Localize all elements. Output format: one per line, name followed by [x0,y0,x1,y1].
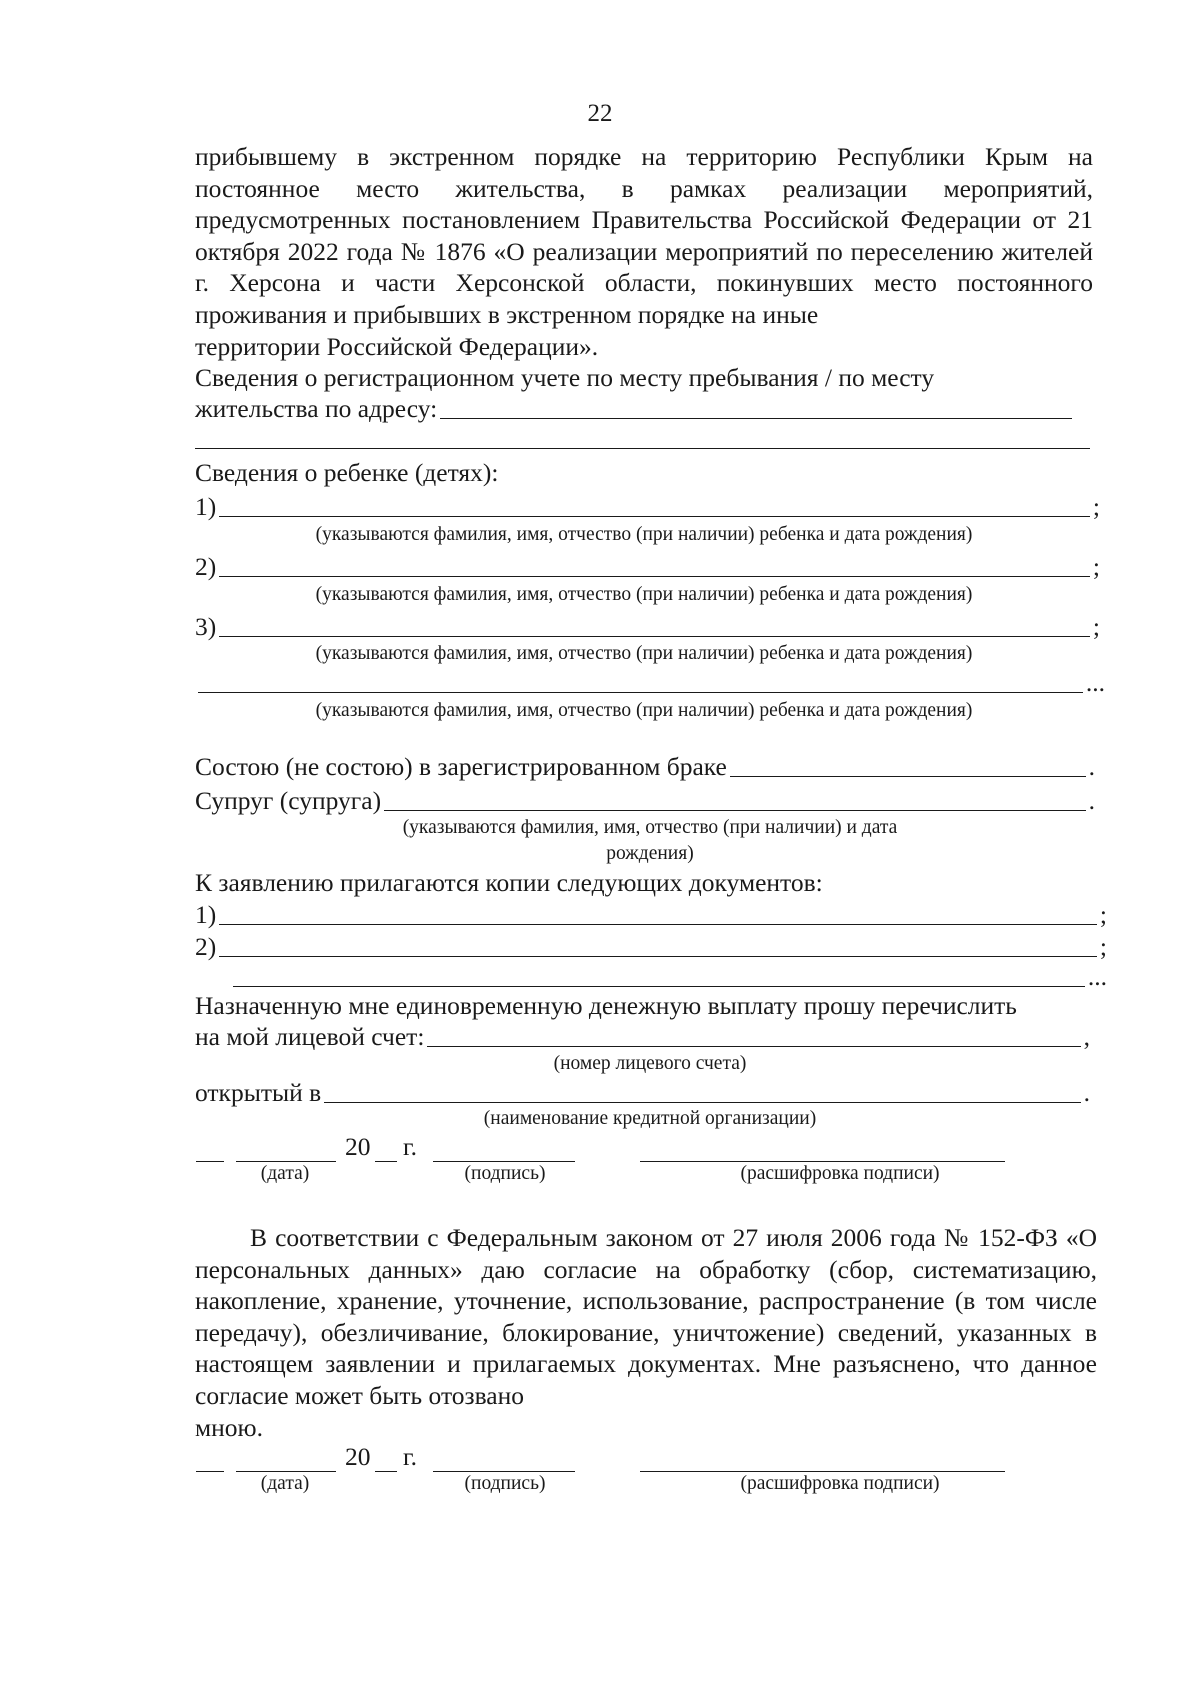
consent-paragraph [195,1222,1097,1443]
payment-text: Назначенную мне единовременную денежную выплату прошу перечислить [195,991,1017,1020]
child-end: ; [1092,612,1100,641]
child-end: ; [1092,552,1100,581]
date-g-label: г. [403,1132,417,1161]
child-field-1[interactable] [219,515,1090,517]
child-end: ; [1092,492,1100,521]
child-caption-3: (указываются фамилия, имя, отчество (при наличии) ребенка и дата рождения) [315,643,973,664]
date-month-field-2[interactable] [236,1471,336,1472]
bank-caption: (наименование кредитной организации) [483,1108,817,1129]
date-year-field[interactable] [375,1161,397,1162]
child-caption-2: (указываются фамилия, имя, отчество (при наличии) ребенка и дата рождения) [315,584,973,605]
intro-text-last: территории Российской Федерации». [195,331,599,361]
page-number: 22 [587,100,613,127]
marriage-row [195,752,1095,782]
address-field[interactable] [440,417,1072,419]
bank-field[interactable] [324,1101,1080,1103]
address-field-continuation[interactable] [195,448,1090,449]
document-field-more[interactable] [233,985,1085,987]
document-row-2 [195,932,1107,962]
account-end: , [1083,1022,1090,1051]
document-field-1[interactable] [219,923,1097,925]
child-field-more[interactable] [198,691,1083,693]
intro-paragraph [195,141,1093,362]
documents-heading: К заявлению прилагаются копии следующих документов: [195,868,823,897]
address-label: жительства по адресу: [195,394,438,423]
document-row-more [230,962,1107,992]
child-number: 1) [195,492,217,521]
account-label: на мой лицевой счет: [195,1022,425,1051]
spouse-end: . [1088,786,1095,815]
account-field[interactable] [427,1045,1080,1047]
child-row-1 [195,492,1100,522]
date-day-field-2[interactable] [196,1471,224,1472]
spouse-field[interactable] [384,809,1086,811]
registration-label: Сведения о регистрационном учете по месту пребывания / по месту [195,363,935,392]
decode-caption-2: (расшифровка подписи) [740,1473,940,1494]
account-row [195,1022,1090,1052]
child-field-3[interactable] [219,635,1090,637]
date-month-field[interactable] [236,1161,336,1162]
consent-text-last: мною. [195,1412,263,1442]
sign-caption: (подпись) [464,1163,546,1184]
document-number: 2) [195,932,217,961]
date-g-label-2: г. [403,1442,417,1471]
document-number: 1) [195,900,217,929]
date-year-label: 20 [345,1132,371,1161]
date-caption-2: (дата) [260,1473,310,1494]
document-row-1 [195,900,1107,930]
bank-end: . [1083,1078,1090,1107]
date-caption: (дата) [260,1163,310,1184]
bank-label: открытый в [195,1078,322,1107]
document-end: ... [1087,962,1107,991]
spouse-caption-line2: рождения) [606,843,694,864]
address-field-row [195,394,1075,424]
marriage-end: . [1088,752,1095,781]
spouse-row [195,786,1095,816]
intro-text: прибывшему в экстренном порядке на территорию Республики Крым на постоянное место жительства, в рамках реализации мероприятий, предусмотренных постановлением Правительства Российской Федерации от 21 октября 2022 года № 1876 «О реализации мероприятий по переселению жителей г. Херсона и части Херсонской области, покинувших место постоянного проживания и прибывших в экстренном порядке на иные [195,142,1093,329]
decode-caption: (расшифровка подписи) [740,1163,940,1184]
child-field-2[interactable] [219,575,1090,577]
sign-caption-2: (подпись) [464,1473,546,1494]
child-row-more [195,668,1105,698]
child-end: ... [1085,668,1105,697]
spouse-label: Супруг (супруга) [195,786,382,815]
signature-field-2[interactable] [433,1471,575,1472]
document-end: ; [1099,900,1107,929]
date-year-label-2: 20 [345,1442,371,1471]
date-year-field-2[interactable] [375,1471,397,1472]
account-caption: (номер лицевого счета) [553,1053,747,1074]
consent-text: В соответствии с Федеральным законом от 27 июля 2006 года № 152-ФЗ «О персональных данных» даю согласие на обработку (сбор, систематизацию, накопление, хранение, уточнение, использование, распространение (в том числе передачу), обезличивание, блокирование, уничтожение) сведений, указанных в настоящем заявлении и прилагаемых документах. Мне разъяснено, что данное согласие может быть отозвано [195,1223,1097,1410]
marriage-label: Состою (не состою) в зарегистрированном браке [195,752,727,781]
child-row-2 [195,552,1100,582]
date-day-field[interactable] [196,1161,224,1162]
child-row-3 [195,612,1100,642]
signature-decode-field[interactable] [640,1161,1005,1162]
bank-row [195,1078,1090,1108]
spouse-caption-line1: (указываются фамилия, имя, отчество (при наличии) и дата [402,817,898,838]
document-field-2[interactable] [219,955,1097,957]
child-number: 3) [195,612,217,641]
children-heading: Сведения о ребенке (детях): [195,458,499,487]
child-number: 2) [195,552,217,581]
signature-field[interactable] [433,1161,575,1162]
signature-decode-field-2[interactable] [640,1471,1005,1472]
child-caption-1: (указываются фамилия, имя, отчество (при наличии) ребенка и дата рождения) [315,524,973,545]
marriage-field[interactable] [730,775,1086,777]
child-caption-more: (указываются фамилия, имя, отчество (при наличии) ребенка и дата рождения) [315,700,973,721]
document-end: ; [1099,932,1107,961]
